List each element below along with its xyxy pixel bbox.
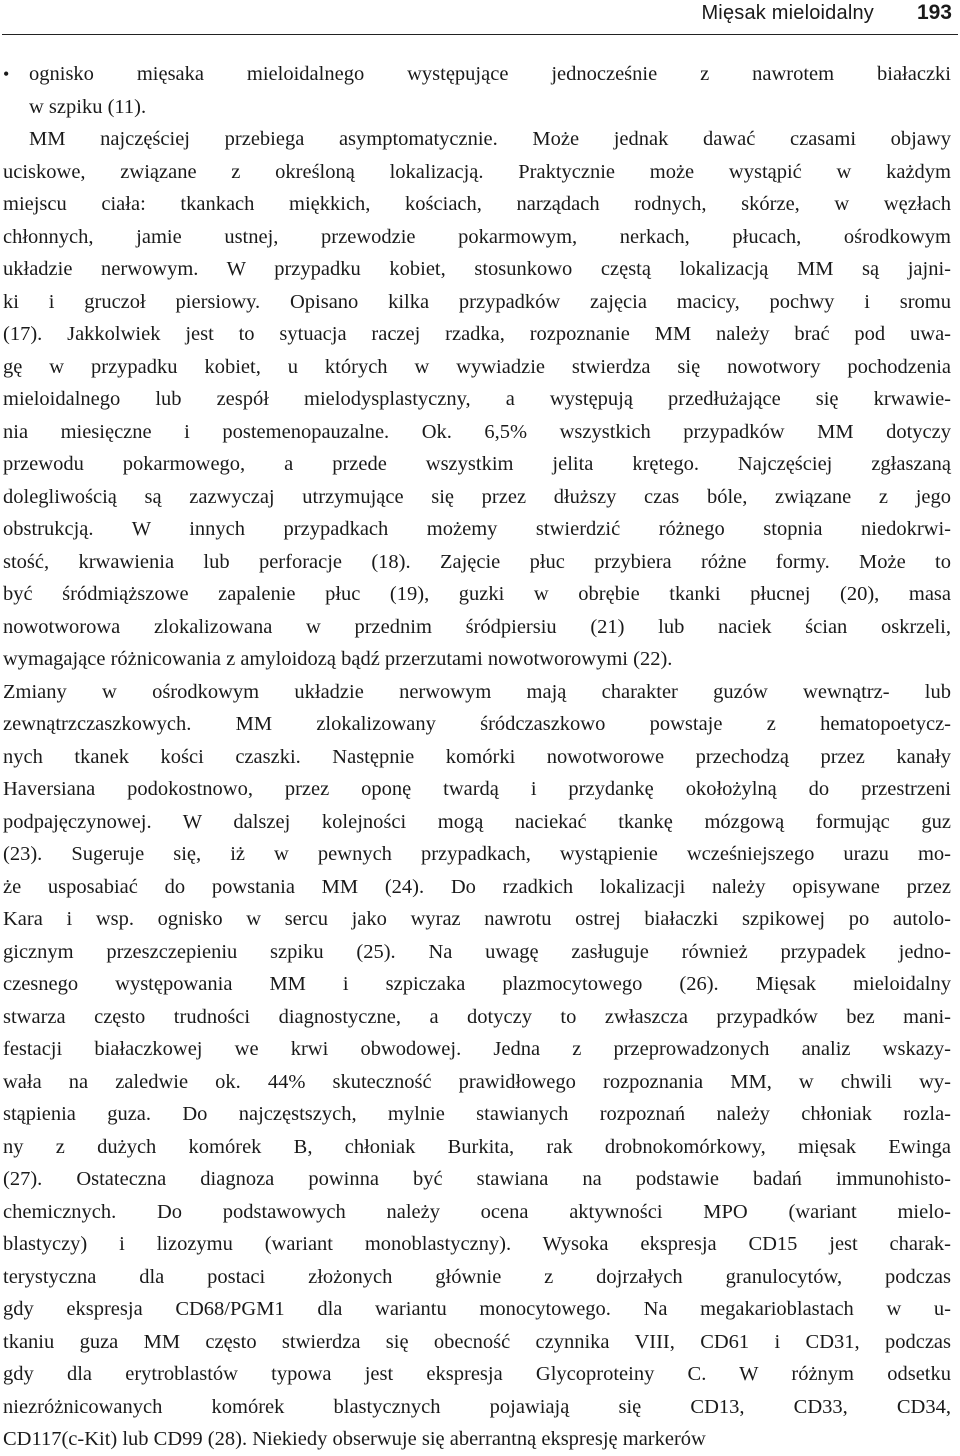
body-paragraph — [3, 123, 951, 1456]
bullet-text — [29, 58, 951, 123]
text-line: uciskowe, związane z określoną lokalizacją. Praktycznie może wystąpić w każdym — [3, 160, 951, 183]
text-line: nych tkanek kości czaszki. Następnie komórki nowotworowe przechodzą przez kanały — [3, 745, 951, 768]
bullet-icon: • — [3, 64, 10, 84]
text-line: mieloidalnego lub zespół mielodysplastyczny, a występują przedłużające się krwawie- — [3, 388, 951, 410]
text-line: festacji białaczkowej we krwi obwodowej. Jedna z przeprowadzonych analiz wskazy- — [3, 1038, 951, 1060]
text-line: tkaniu guza MM często stwierdza się obecność czynnika VIII, CD61 i CD31, podczas — [3, 1330, 951, 1353]
text-line: Kara i wsp. ognisko w sercu jako wyraz nawrotu ostrej białaczki szpikowej po autolo- — [3, 908, 951, 930]
bullet-item — [3, 58, 951, 123]
text-line: gdy ekspresja CD68/PGM1 dla wariantu monocytowego. Na megakarioblastach w u- — [3, 1298, 951, 1320]
text-line: wała na zaledwie ok. 44% skuteczność prawidłowego rozpoznania MM, w chwili wy- — [3, 1070, 951, 1093]
page-number: 193 — [916, 1, 952, 24]
text-line: niezróżnicowanych komórek blastycznych pojawiają się CD13, CD33, CD34, — [3, 1395, 951, 1418]
text-line: dolegliwością są zazwyczaj utrzymujące się przez dłuższy czas bóle, związane z jego — [3, 485, 951, 508]
text-line: zewnątrzczaszkowych. MM zlokalizowany śródczaszkowo powstaje z hematopoetycz- — [3, 713, 951, 735]
text-line: obstrukcją. W innych przypadkach możemy stwierdzić różnego stopnia niedokrwi- — [3, 518, 951, 540]
text-line: MM najczęściej przebiega asymptomatycznie. Może jednak dawać czasami objawy — [29, 128, 951, 150]
text-line: wymagające różnicowania z amyloidozą bądź przerzutami nowotworowymi (22). — [3, 648, 673, 670]
page-header — [0, 0, 960, 36]
text-line: CD117(c-Kit) lub CD99 (28). Niekiedy obserwuje się aberrantną ekspresję markerów — [3, 1428, 706, 1450]
text-line: stąpienia guza. Do najczęstszych, mylnie stawianych rozpoznań należy chłoniak rozla- — [3, 1103, 951, 1125]
text-line: ognisko mięsaka mieloidalnego występujące jednocześnie z nawrotem białaczki — [29, 63, 951, 85]
text-line: być śródmiąższowe zapalenie płuc (19), guzki w obrębie tkanki płucnej (20), masa — [3, 583, 951, 605]
text-line: gę w przypadku kobiet, u których w wywiadzie stwierdza się nowotwory pochodzenia — [3, 355, 951, 378]
text-line: chemicznych. Do podstawowych należy ocena aktywności MPO (wariant mielo- — [3, 1200, 951, 1223]
header-rule — [2, 34, 958, 35]
text-line: ny z dużych komórek B, chłoniak Burkita, rak drobnokomórkowy, mięsak Ewinga — [3, 1135, 951, 1158]
text-line: blastyczy) i lizozymu (wariant monoblastyczny). Wysoka ekspresja CD15 jest charak- — [3, 1233, 951, 1255]
text-line: (23). Sugeruje się, iż w pewnych przypadkach, wystąpienie wcześniejszego urazu mo- — [3, 843, 951, 865]
text-line: (17). Jakkolwiek jest to sytuacja raczej rzadka, rozpoznanie MM należy brać pod uwa- — [3, 323, 951, 345]
page-body — [3, 58, 951, 1456]
text-line: nowotworowa zlokalizowana w przednim śródpiersiu (21) lub naciek ścian oskrzeli, — [3, 615, 951, 638]
text-line: gdy dla erytroblastów typowa jest ekspresja Glycoproteiny C. W różnym odsetku — [3, 1363, 951, 1385]
text-line: chłonnych, jamie ustnej, przewodzie pokarmowym, nerkach, płucach, ośrodkowym — [3, 225, 951, 248]
text-line: Zmiany w ośrodkowym układzie nerwowym mają charakter guzów wewnątrz- lub — [3, 680, 951, 703]
text-line: ki i gruczoł piersiowy. Opisano kilka przypadków zajęcia macicy, pochwy i sromu — [3, 290, 951, 313]
text-line: terystyczna dla postaci złożonych głównie z dojrzałych granulocytów, podczas — [3, 1265, 951, 1288]
text-line: stwarza często trudności diagnostyczne, a dotyczy to zwłaszcza przypadków bez mani- — [3, 1005, 951, 1028]
text-line: w szpiku (11). — [29, 95, 147, 118]
text-line: podpajęczynowej. W dalszej kolejności mogą naciekać tkankę mózgową formując guz — [3, 810, 951, 833]
text-line: przewodu pokarmowego, a przede wszystkim jelita krętego. Najczęściej zgłaszaną — [3, 453, 951, 475]
text-line: stość, krwawienia lub perforacje (18). Zajęcie płuc przybiera różne formy. Może to — [3, 550, 951, 573]
running-title: Mięsak mieloidalny — [701, 2, 874, 24]
text-line: nia miesięczne i postemenopauzalne. Ok. 6,5% wszystkich przypadków MM dotyczy — [3, 420, 951, 443]
text-line: układzie nerwowym. W przypadku kobiet, stosunkowo częstą lokalizacją MM są jajni- — [3, 258, 951, 280]
text-line: gicznym przeszczepieniu szpiku (25). Na uwagę zasługuje również przypadek jedno- — [3, 940, 951, 963]
text-line: że usposabiać do powstania MM (24). Do rzadkich lokalizacji należy opisywane przez — [3, 875, 951, 898]
text-line: (27). Ostateczna diagnoza powinna być stawiana na podstawie badań immunohisto- — [3, 1168, 951, 1190]
text-line: czesnego występowania MM i szpiczaka plazmocytowego (26). Mięsak mieloidalny — [3, 973, 951, 995]
text-line: Haversiana podokostnowo, przez oponę twardą i przydankę okołożylną do przestrzeni — [3, 778, 951, 800]
text-line: miejscu ciała: tkankach miękkich, kościach, narządach rodnych, skórze, w węzłach — [3, 193, 951, 215]
